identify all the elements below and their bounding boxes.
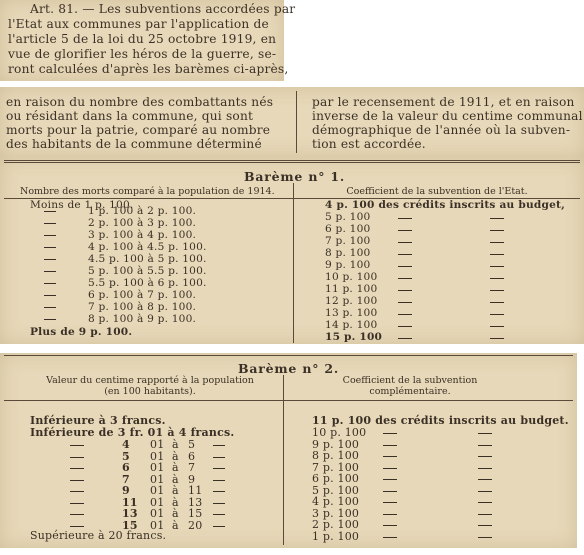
bareme-1-coefficient: 5 p. 100 [325,211,371,223]
ditto-dash [70,514,84,515]
range-fraction: 01 [150,472,165,486]
ditto-dash [383,502,397,503]
bareme-2-left-header-2: (en 100 habitants). [104,386,196,397]
ditto-dash [383,445,397,446]
ditto-dash [213,491,225,492]
ditto-dash [70,503,84,504]
ditto-dash [490,290,504,291]
ditto-dash [398,278,412,279]
ditto-dash [490,254,504,255]
bareme-1-coefficient: 14 p. 100 [325,319,378,331]
bareme-1-row-11-label: 8 p. 100 à 9 p. 100. [88,313,197,325]
ditto-dash [490,278,504,279]
ditto-dash [398,314,412,315]
range-fraction: 01 [150,449,165,463]
bareme-1-row-4-label: 3 p. 100 à 4 p. 100. [88,229,197,241]
bareme-1-coefficient: 11 p. 100 [325,283,378,295]
ditto-dash [398,290,412,291]
ditto-dash [383,456,397,457]
range-a: à [172,449,179,463]
table-top-rule [4,355,573,356]
ditto-dash [490,230,504,231]
article-intro-line-2: l'Etat aux communes par l'application de [8,17,269,31]
middle-left-line-4: des habitants de la commune déterminé [6,137,262,151]
bareme-1-coefficient: 13 p. 100 [325,307,378,319]
intro-text: — Les subventions accordées par [78,2,296,16]
ditto-dash [213,480,225,481]
bareme-2-row-1-label: Inférieure à 3 francs. [30,414,166,427]
bareme-2-left-header-1: Valeur du centime rapporté à la population [46,375,254,386]
ditto-dash [44,319,56,320]
bareme-1-coefficient: 8 p. 100 [325,247,371,259]
bareme-1-row-6-label: 4.5 p. 100 à 5 p. 100. [88,253,207,265]
range-from: 7 [122,472,130,486]
ditto-dash [478,479,492,480]
bareme-2-coefficient: 1 p. 100 [312,529,360,543]
bareme-1-row-7-label: 5 p. 100 à 5.5 p. 100. [88,265,207,277]
bareme-2-right-header-1: Coefficient de la subvention [342,375,478,386]
ditto-dash [213,514,225,515]
ditto-dash [383,491,397,492]
bareme-2-row-2-label: Inférieure de 3 fr. 01 à 4 francs. [30,426,235,439]
range-a: à [172,507,179,520]
ditto-dash [383,433,397,434]
ditto-dash [398,230,412,231]
bareme-2-coefficient: 6 p. 100 [312,472,360,485]
range-fraction: 01 [150,495,165,509]
bareme-1-title: Barème n° 1. [244,169,346,184]
range-from: 11 [122,495,138,509]
bareme-2-coefficient-1: 11 p. 100 des crédits inscrits au budget. [312,414,569,427]
bareme-1-row-12-label: Plus de 9 p. 100. [30,326,133,338]
range-to: 15 [188,507,203,520]
ditto-dash [383,537,397,538]
range-a: à [172,495,179,509]
ditto-dash [398,302,412,303]
bareme-1-row-2-label: 1 p. 100 à 2 p. 100. [88,205,197,217]
range-fraction: 01 [150,461,165,474]
bareme-1-coefficient: 9 p. 100 [325,259,371,271]
bareme-1-coefficient: 12 p. 100 [325,295,378,307]
ditto-dash [70,526,84,527]
column-divider [283,375,284,545]
range-a: à [172,472,179,486]
ditto-dash [44,223,56,224]
article-intro-line-1 [30,1,295,17]
ditto-dash [398,326,412,327]
ditto-dash [490,314,504,315]
ditto-dash [70,457,84,458]
range-fraction: 01 [150,438,165,451]
bareme-2-coefficient: 8 p. 100 [312,449,360,462]
bareme-2-coefficient: 5 p. 100 [312,483,360,497]
bareme-2-last-label: Supérieure à 20 francs. [30,529,167,542]
ditto-dash [383,514,397,515]
header-rule [4,400,573,401]
range-to: 7 [188,461,196,474]
range-a: à [172,484,179,497]
bareme-1-coefficient-1: 4 p. 100 des crédits inscrits au budget, [325,199,565,211]
ditto-dash [478,525,492,526]
ditto-dash [490,326,504,327]
range-to: 6 [188,449,196,463]
column-divider [293,183,294,343]
ditto-dash [383,468,397,469]
bareme-1-coefficient: 10 p. 100 [325,271,378,283]
bareme-2-coefficient: 2 p. 100 [312,518,360,531]
bareme-2-title: Barème n° 2. [238,361,340,376]
bareme-2-clipping [0,353,577,548]
bareme-2-right-header-2: complémentaire. [369,386,451,397]
ditto-dash [213,526,225,527]
middle-right-line-4: tion est accordée. [312,137,426,151]
bareme-1-coefficient: 15 p. 100 [325,331,383,343]
ditto-dash [478,456,492,457]
range-fraction: 01 [150,518,165,532]
bareme-2-coefficient: 9 p. 100 [312,437,360,451]
middle-left-line-3: morts pour la patrie, comparé au nombre [6,123,271,137]
bareme-1-coefficient: 7 p. 100 [325,235,371,247]
range-fraction: 01 [150,507,165,520]
ditto-dash [490,266,504,267]
bareme-2-coefficient: 7 p. 100 [312,460,360,474]
range-a: à [172,438,179,451]
ditto-dash [398,242,412,243]
range-a: à [172,518,179,532]
range-from: 13 [122,507,138,520]
ditto-dash [70,480,84,481]
ditto-dash [70,445,84,446]
middle-left-line-1: en raison du nombre des combattants nés [6,95,274,109]
ditto-dash [44,235,56,236]
ditto-dash [490,218,504,219]
ditto-dash [478,502,492,503]
range-from: 6 [122,461,130,474]
ditto-dash [44,283,56,284]
range-to: 9 [188,472,196,486]
table-top-rule [4,160,580,163]
range-from: 15 [122,518,138,532]
article-number: Art. 81. [30,2,79,16]
ditto-dash [213,468,225,469]
ditto-dash [70,468,84,469]
column-divider [296,91,297,153]
ditto-dash [44,307,56,308]
article-intro-line-4: vue de glorifier les héros de la guerre, se- [8,47,277,61]
ditto-dash [398,218,412,219]
ditto-dash [44,247,56,248]
ditto-dash [44,211,56,212]
ditto-dash [70,491,84,492]
bareme-2-coefficient: 10 p. 100 [312,426,367,439]
middle-clipping [0,87,584,157]
article-intro-line-5: ront calculées d'après les barèmes ci-après, [8,62,289,76]
bareme-1-row-10-label: 7 p. 100 à 8 p. 100. [88,301,197,313]
bareme-1-clipping [0,157,584,344]
ditto-dash [478,514,492,515]
ditto-dash [213,445,225,446]
middle-left-line-2: ou résidant dans la commune, qui sont [6,109,254,123]
bareme-1-row-9-label: 6 p. 100 à 7 p. 100. [88,289,197,301]
middle-right-line-1: par le recensement de 1911, et en raison [312,95,575,109]
bareme-1-row-8-label: 5.5 p. 100 à 6 p. 100. [88,277,207,289]
ditto-dash [213,457,225,458]
ditto-dash [383,479,397,480]
ditto-dash [478,468,492,469]
range-to: 11 [188,484,203,497]
range-from: 4 [122,438,130,451]
range-to: 5 [188,438,196,451]
bareme-2-coefficient: 3 p. 100 [312,506,360,520]
bareme-1-right-header: Coefficient de la subvention de l'Etat. [346,186,528,197]
ditto-dash [44,271,56,272]
ditto-dash [490,242,504,243]
ditto-dash [478,445,492,446]
middle-right-line-2: inverse de la valeur du centime communal [312,109,583,123]
ditto-dash [490,302,504,303]
range-from: 5 [122,449,130,463]
range-a: à [172,461,179,474]
bareme-1-left-header: Nombre des morts comparé à la population de 1914. [20,186,275,197]
ditto-dash [44,259,56,260]
ditto-dash [478,537,492,538]
bareme-1-row-1-label: Moins de 1 p. 100. [30,199,134,211]
ditto-dash [490,338,504,339]
ditto-dash [398,338,412,339]
range-to: 20 [188,518,203,532]
ditto-dash [213,503,225,504]
bareme-2-coefficient: 4 p. 100 [312,495,360,508]
ditto-dash [398,266,412,267]
intro-clipping [0,0,296,81]
article-intro-line-3: l'article 5 de la loi du 25 octobre 1919, en [8,32,277,46]
range-from: 9 [122,484,130,497]
ditto-dash [398,254,412,255]
ditto-dash [478,491,492,492]
ditto-dash [44,295,56,296]
ditto-dash [478,433,492,434]
ditto-dash [383,525,397,526]
middle-right-line-3: démographique de l'année où la subven- [312,123,571,137]
bareme-1-row-5-label: 4 p. 100 à 4.5 p. 100. [88,241,207,253]
bareme-1-coefficient: 6 p. 100 [325,223,371,235]
bareme-1-row-3-label: 2 p. 100 à 3 p. 100. [88,217,197,229]
range-fraction: 01 [150,484,165,497]
range-to: 13 [188,495,203,509]
